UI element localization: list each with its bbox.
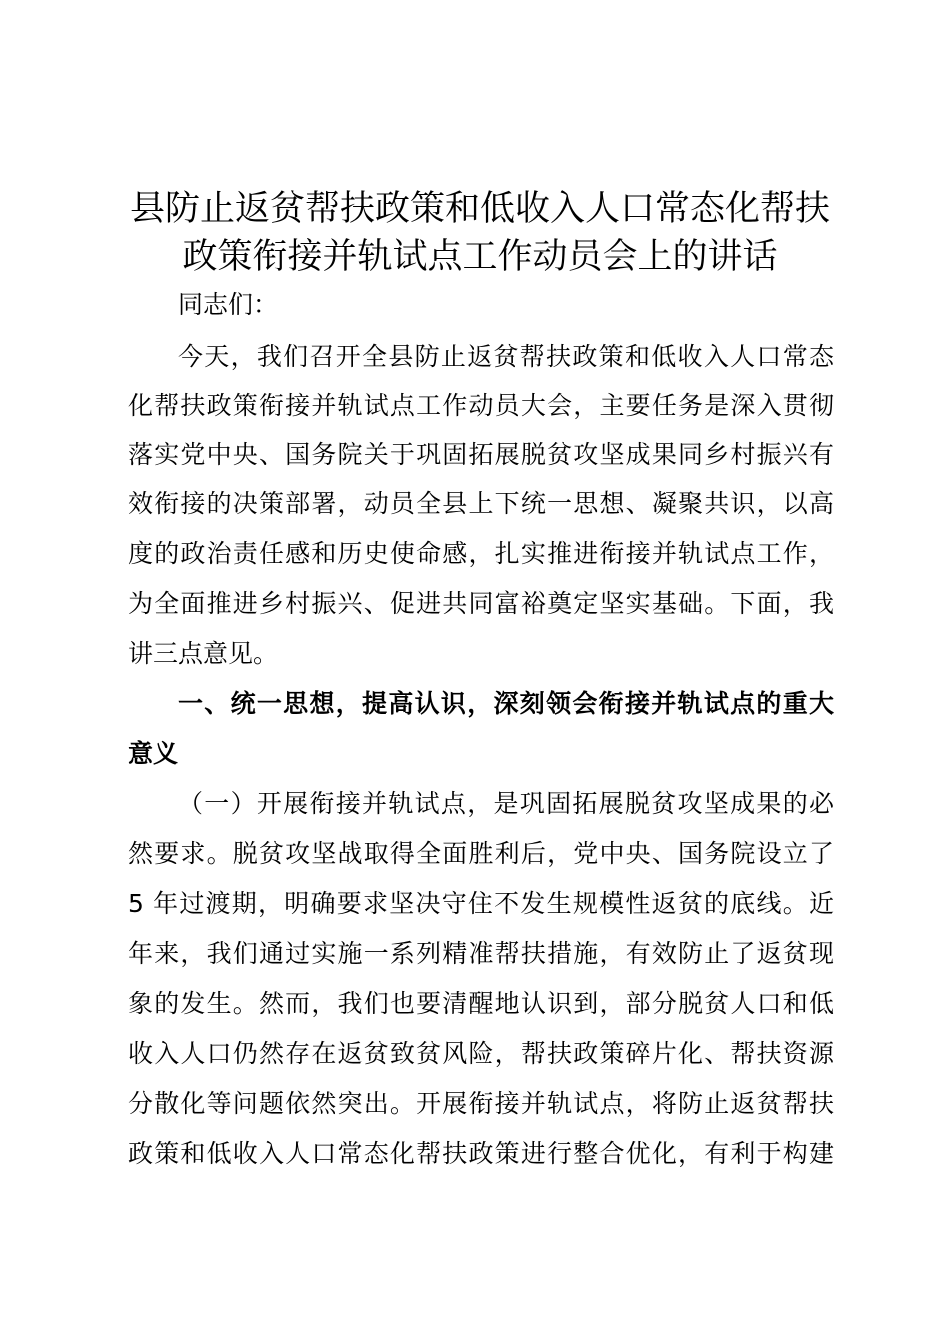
paragraph-1-line-4: 效衔接的决策部署，动员全县上下统一思想、凝聚共识，以高 <box>128 489 834 518</box>
paragraph-2-line-5: 象的发生。然而，我们也要清醒地认识到，部分脱贫人口和低 <box>128 989 834 1018</box>
paragraph-2-line-4: 年来，我们通过实施一系列精准帮扶措施，有效防止了返贫现 <box>128 939 834 968</box>
paragraph-1-line-5: 度的政治责任感和历史使命感，扎实推进衔接并轨试点工作， <box>128 539 834 568</box>
paragraph-2-line-8: 政策和低收入人口常态化帮扶政策进行整合优化，有利于构建 <box>128 1139 834 1168</box>
paragraph-2-line-2: 然要求。脱贫攻坚战取得全面胜利后，党中央、国务院设立了 <box>128 839 834 868</box>
paragraph-2-line-7: 分散化等问题依然突出。开展衔接并轨试点，将防止返贫帮扶 <box>128 1089 834 1118</box>
paragraph-2-line-1: （一）开展衔接并轨试点，是巩固拓展脱贫攻坚成果的必 <box>178 789 834 818</box>
paragraph-1-line-6: 为全面推进乡村振兴、促进共同富裕奠定坚实基础。下面，我 <box>128 589 834 618</box>
section-1-heading-line-2: 意义 <box>128 739 179 768</box>
greeting: 同志们： <box>178 290 279 319</box>
section-1-heading-line-1: 一、统一思想，提高认识，深刻领会衔接并轨试点的重大 <box>178 689 834 718</box>
document-title-line-1: 县防止返贫帮扶政策和低收入人口常态化帮扶 <box>129 189 830 229</box>
paragraph-1-line-3: 落实党中央、国务院关于巩固拓展脱贫攻坚成果同乡村振兴有 <box>128 440 834 469</box>
paragraph-1-line-2: 化帮扶政策衔接并轨试点工作动员大会，主要任务是深入贯彻 <box>128 391 834 420</box>
paragraph-1-line-7: 讲三点意见。 <box>128 639 279 668</box>
paragraph-2-line-6: 收入人口仍然存在返贫致贫风险，帮扶政策碎片化、帮扶资源 <box>128 1039 834 1068</box>
document-title-line-2: 政策衔接并轨试点工作动员会上的讲话 <box>182 237 778 277</box>
paragraph-2-line-3: 5 年过渡期，明确要求坚决守住不发生规模性返贫的底线。近 <box>128 889 834 918</box>
paragraph-1-line-1: 今天，我们召开全县防止返贫帮扶政策和低收入人口常态 <box>178 342 834 371</box>
